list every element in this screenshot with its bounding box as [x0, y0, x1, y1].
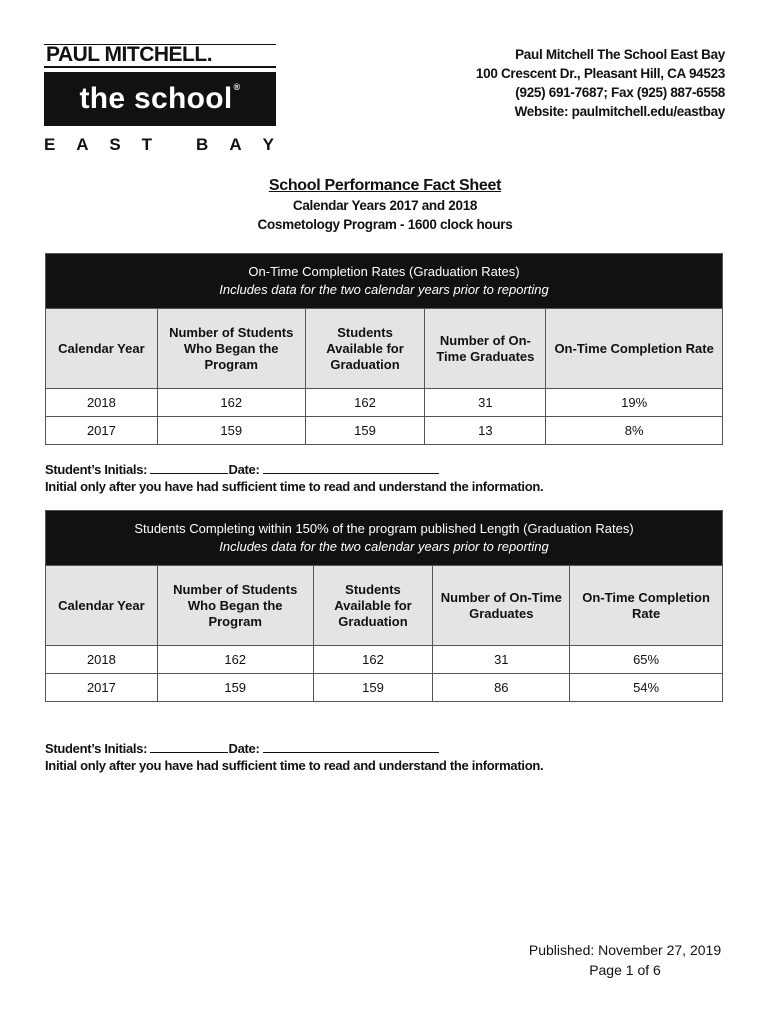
table-cell: 159 [305, 417, 425, 445]
table-row [46, 674, 723, 702]
logo-brand-text: PAUL MITCHELL. [44, 44, 276, 68]
table-cell: 54% [570, 674, 723, 702]
date-field[interactable] [263, 741, 439, 753]
logo-letter: E [44, 135, 56, 154]
logo-letter: S [109, 135, 121, 154]
page-title: School Performance Fact Sheet [268, 177, 502, 194]
initials-label: Student’s Initials: [45, 741, 148, 756]
table-cell: 2017 [46, 417, 158, 445]
table-cell: 65% [570, 646, 723, 674]
title-block [0, 176, 770, 234]
table-row [46, 646, 723, 674]
table-header-row [46, 566, 723, 646]
table-cell: 162 [157, 646, 313, 674]
logo-black-box [44, 72, 276, 126]
table-cell: 86 [433, 674, 570, 702]
column-header: On-Time Completion Rate [546, 309, 723, 389]
page-number: Page 1 of 6 [589, 962, 661, 978]
table-cell: 162 [157, 389, 305, 417]
address-line-street: 100 Crescent Dr., Pleasant Hill, CA 94523 [475, 66, 725, 81]
registered-mark: ® [233, 82, 241, 92]
logo-letter: T [141, 135, 152, 154]
table-row [46, 389, 723, 417]
logo-letter: A [229, 135, 242, 154]
logo-location-east [44, 135, 152, 155]
column-header: Number of Students Who Began the Program [157, 309, 305, 389]
column-header: Calendar Year [46, 566, 158, 646]
column-header: Number of On-Time Graduates [433, 566, 570, 646]
initials-line [45, 461, 543, 478]
column-header: Students Available for Graduation [305, 309, 425, 389]
table-cell: 159 [313, 674, 433, 702]
table-cell: 31 [433, 646, 570, 674]
page-subtitle-program: Cosmetology Program - 1600 clock hours [257, 217, 513, 232]
initials-field[interactable] [150, 741, 228, 753]
initials-note: Initial only after you have had sufficient time to read and understand the information. [45, 758, 544, 773]
page-footer [520, 940, 730, 980]
table-cell: 2017 [46, 674, 158, 702]
table-cell: 13 [425, 417, 546, 445]
table-cell: 2018 [46, 389, 158, 417]
column-header: Calendar Year [46, 309, 158, 389]
logo-school-text: the school® [79, 82, 241, 115]
table-heading-title: On-Time Completion Rates (Graduation Rates) [248, 264, 520, 279]
table-cell: 8% [546, 417, 723, 445]
table-cell: 162 [305, 389, 425, 417]
date-field[interactable] [263, 462, 439, 474]
column-header: On-Time Completion Rate [570, 566, 723, 646]
logo-location [44, 135, 274, 155]
school-address [476, 45, 725, 121]
page-subtitle-years: Calendar Years 2017 and 2018 [292, 198, 478, 213]
table-cell: 2018 [46, 646, 158, 674]
table-heading-subtitle: Includes data for the two calendar years prior to reporting [219, 282, 549, 297]
table-heading-subtitle: Includes data for the two calendar years prior to reporting [219, 539, 549, 554]
column-header: Number of Students Who Began the Program [157, 566, 313, 646]
date-label: Date: [228, 462, 260, 477]
logo-location-bay [196, 135, 274, 155]
table-heading [46, 254, 723, 309]
table-cell: 159 [157, 417, 305, 445]
published-date: Published: November 27, 2019 [528, 942, 722, 958]
table-cell: 31 [425, 389, 546, 417]
table-heading [46, 511, 723, 566]
table-heading-title: Students Completing within 150% of the program published Length (Graduation Rates) [134, 521, 634, 536]
table-header-row [46, 309, 723, 389]
date-label: Date: [228, 741, 260, 756]
initials-line [45, 740, 543, 757]
initials-label: Student’s Initials: [45, 462, 148, 477]
table-row [46, 417, 723, 445]
address-line-phone: (925) 691-7687; Fax (925) 887-6558 [515, 85, 725, 100]
school-logo [44, 44, 276, 155]
on-time-completion-table [45, 253, 723, 445]
address-line-website: Website: paulmitchell.edu/eastbay [514, 104, 725, 119]
column-header: Number of On-Time Graduates [425, 309, 546, 389]
table-cell: 162 [313, 646, 433, 674]
address-line-name: Paul Mitchell The School East Bay [515, 47, 725, 62]
column-header: Students Available for Graduation [313, 566, 433, 646]
logo-letter: A [76, 135, 89, 154]
initials-field[interactable] [150, 462, 228, 474]
table-cell: 159 [157, 674, 313, 702]
completion-150-table [45, 510, 723, 702]
table-cell: 19% [546, 389, 723, 417]
student-initials-section [45, 740, 543, 774]
logo-letter: B [196, 135, 209, 154]
logo-letter: Y [262, 135, 274, 154]
student-initials-section [45, 461, 543, 495]
initials-note: Initial only after you have had sufficient time to read and understand the information. [45, 479, 544, 494]
